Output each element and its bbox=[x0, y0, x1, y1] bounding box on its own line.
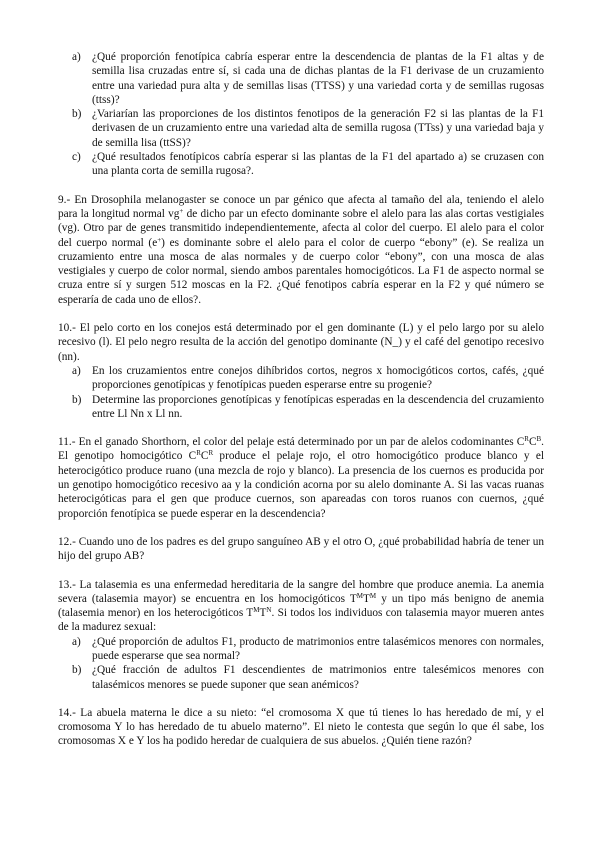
q11-text-4: C bbox=[200, 450, 209, 463]
list-item bbox=[58, 364, 544, 393]
q13-superscript: M bbox=[253, 606, 260, 615]
list-item bbox=[58, 50, 544, 107]
list-item bbox=[58, 663, 544, 692]
q9-text-2: de dicho par un efecto dominante sobre el alelo para las alas cortas vestigiales (vg). Otro par de genes transmitido independientemente, afecta al color del cuerpo. El alelo para el color del cuerpo normal (e bbox=[58, 207, 544, 249]
item-label: a) bbox=[72, 51, 81, 63]
q11-text-1: 11.- En el ganado Shorthorn, el color del pelaje está determinado por un par de alelos codominantes C bbox=[58, 436, 525, 449]
list-item bbox=[58, 635, 544, 664]
question-10 bbox=[58, 321, 544, 421]
item-text: ¿Qué proporción de adultos F1, producto de matrimonios entre talasémicos menores con normales, puede esperarse que sea normal? bbox=[92, 635, 544, 662]
item-label: a) bbox=[72, 364, 81, 377]
q11-text-5: produce el pelaje rojo, el otro homocigótico produce blanco y el heterocigótico produce ruano (una mezcla de rojo y blanco). La presencia de los cuernos es producida por un genotipo homocigótico recesivo aa y la condición acorna por su alelo dominante A. Si las vacas ruanas heterocigóticas para el gen que produce cuernos, son apareadas con toros ruanos con cuernos, ¿qué proporción fenotípica se puede esperar en la descendencia? bbox=[58, 450, 544, 520]
q13-text-2: T bbox=[363, 592, 370, 605]
item-label: b) bbox=[72, 393, 82, 406]
question-12: 12.- Cuando uno de los padres es del grupo sanguíneo AB y el otro O, ¿qué probabilidad habría de tener un hijo del grupo AB? bbox=[58, 535, 544, 563]
item-text: ¿Variarían las proporciones de los distintos fenotipos de la generación F2 si las plantas de la F1 derivasen de un cruzamiento entre una variedad alta de semilla rugosa (TTss) y una variedad baja y de semilla lisa (ttSS)? bbox=[92, 108, 544, 149]
item-label: b) bbox=[72, 664, 82, 677]
q11-superscript: R bbox=[208, 449, 214, 458]
item-text: En los cruzamientos entre conejos dihíbridos cortos, negros x homocigóticos cortos, cafés, ¿qué proporciones genotípicas y fenotípicas pueden esperarse entre su progenie? bbox=[92, 364, 544, 392]
q11-text-3: . El genotipo homocigótico C bbox=[58, 436, 544, 463]
question-13 bbox=[58, 578, 544, 692]
q13-text-1: 13.- La talasemia es una enfermedad hereditaria de la sangre del hombre que produce anemia. La anemia severa (talasemia mayor) se encuentra en los homocigóticos T bbox=[58, 578, 544, 605]
q11-superscript: R bbox=[196, 449, 201, 458]
question-8-items bbox=[58, 50, 544, 179]
q13-superscript: N bbox=[266, 606, 272, 615]
list-item bbox=[58, 393, 544, 422]
question-11 bbox=[58, 435, 544, 521]
q9-superscript: + bbox=[157, 235, 162, 244]
item-text: ¿Qué resultados fenotípicos cabría esperar si las plantas de la F1 del apartado a) se cruzasen con una planta corta de semilla rugosa?. bbox=[92, 151, 544, 178]
item-text: ¿Qué proporción fenotípica cabría esperar entre la descendencia de plantas de la F1 altas y de semilla lisa cruzadas entre sí, si cada una de dichas plantas de la F1 derivase de un cruzamiento entre una variedad pura alta y de semillas lisas (TTSS) y una variedad corta y de semillas rugosas (ttss)? bbox=[92, 51, 544, 106]
q9-text-1: 9.- En Drosophila melanogaster se conoce un par génico que afecta al tamaño del ala, teniendo el alelo para la longitud normal vg bbox=[58, 193, 544, 220]
q11-text-2: C bbox=[528, 436, 537, 449]
q13-text-3: y un tipo más benigno de anemia (talasemia menor) en los heterocigóticos T bbox=[58, 592, 544, 620]
item-label: b) bbox=[72, 108, 82, 121]
q13-superscript: M bbox=[369, 591, 377, 600]
q13-superscript: M bbox=[356, 591, 364, 600]
item-text: ¿Qué fracción de adultos F1 descendientes de matrimonios entre talesémicos menores con talasémicos menores se puede suponer que sean anémicos? bbox=[92, 664, 544, 691]
list-item bbox=[58, 150, 544, 179]
item-label: c) bbox=[72, 151, 81, 164]
list-item bbox=[58, 107, 544, 150]
q9-text-3: ) es dominante sobre el alelo para el color de cuerpo “ebony” (e). Se realiza un cruzamiento entre una mosca de alas normales y de cuerpo color “ebony”, con una mosca de alas vestigiales y cuerpo de color normal, siendo ambos parentales homocigóticos. La F1 de aspecto normal se cruza entre sí y surgen 512 moscas en la F2. ¿Qué fenotipos cabría esperar en la F2 y qué número se esperaría de cada uno de ellos?. bbox=[58, 236, 544, 306]
q13-text-5: . Si todos los individuos con talasemia mayor mueren antes de la madurez sexual: bbox=[58, 607, 544, 634]
q13-text-4: T bbox=[259, 607, 267, 620]
question-13-intro bbox=[58, 578, 544, 635]
document-page bbox=[58, 50, 544, 749]
q11-superscript: R bbox=[524, 435, 529, 444]
item-label: a) bbox=[72, 635, 81, 648]
item-text: Determine las proporciones genotípicas y fenotípicas esperadas en la descendencia del cruzamiento entre Ll Nn x Ll nn. bbox=[92, 393, 544, 420]
question-10-intro: 10.- El pelo corto en los conejos está determinado por el gen dominante (L) y el pelo largo por su alelo recesivo (l). El pelo negro resulta de la acción del genotipo dominante (N_) y el café del genotipo recesivo (nn). bbox=[58, 322, 544, 363]
question-9 bbox=[58, 193, 544, 307]
q9-superscript: + bbox=[179, 206, 184, 215]
question-14: 14.- La abuela materna le dice a su nieto: “el cromosoma X que tú tienes lo has heredado de mí, y el cromosoma Y lo has heredado de tu abuelo materno”. El nieto le contesta que según lo que él sabe, los cromosomas X e Y los ha podido heredar de cualquiera de sus abuelos. ¿Quién tiene razón? bbox=[58, 706, 544, 748]
q11-superscript: B bbox=[536, 435, 542, 444]
